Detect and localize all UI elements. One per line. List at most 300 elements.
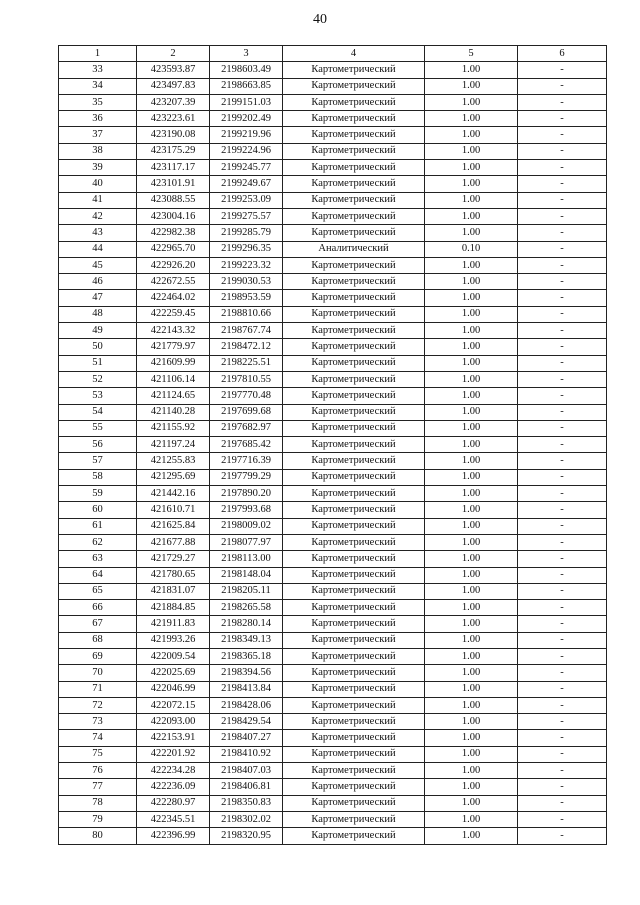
point-number-cell: 41 [59,192,137,208]
table-row [59,176,607,192]
table-row [59,257,607,273]
x-coordinate-cell: 422072.15 [137,697,210,713]
note-cell: - [518,828,607,844]
method-cell: Картометрический [283,453,425,469]
y-coordinate-cell: 2199030.53 [210,274,283,290]
y-coordinate-cell: 2199253.09 [210,192,283,208]
x-coordinate-cell: 422464.02 [137,290,210,306]
column-header: 3 [210,46,283,62]
note-cell: - [518,241,607,257]
table-row [59,78,607,94]
point-number-cell: 43 [59,225,137,241]
table-row [59,583,607,599]
x-coordinate-cell: 422143.32 [137,323,210,339]
y-coordinate-cell: 2198009.02 [210,518,283,534]
method-cell: Картометрический [283,567,425,583]
y-coordinate-cell: 2199245.77 [210,160,283,176]
point-number-cell: 50 [59,339,137,355]
accuracy-cell: 1.00 [425,388,518,404]
x-coordinate-cell: 421197.24 [137,437,210,453]
point-number-cell: 79 [59,811,137,827]
point-number-cell: 54 [59,404,137,420]
method-cell: Картометрический [283,828,425,844]
method-cell: Картометрический [283,811,425,827]
accuracy-cell: 1.00 [425,763,518,779]
note-cell: - [518,811,607,827]
accuracy-cell: 1.00 [425,567,518,583]
table-row [59,534,607,550]
table-row [59,811,607,827]
column-header: 4 [283,46,425,62]
method-cell: Картометрический [283,176,425,192]
accuracy-cell: 1.00 [425,404,518,420]
x-coordinate-cell: 421442.16 [137,486,210,502]
table-row [59,600,607,616]
note-cell: - [518,453,607,469]
point-number-cell: 69 [59,648,137,664]
point-number-cell: 45 [59,257,137,273]
accuracy-cell: 1.00 [425,94,518,110]
point-number-cell: 48 [59,306,137,322]
x-coordinate-cell: 421610.71 [137,502,210,518]
note-cell: - [518,290,607,306]
accuracy-cell: 1.00 [425,779,518,795]
y-coordinate-cell: 2198603.49 [210,62,283,78]
table-row [59,323,607,339]
x-coordinate-cell: 422234.28 [137,763,210,779]
x-coordinate-cell: 423223.61 [137,111,210,127]
table-row [59,697,607,713]
method-cell: Картометрический [283,795,425,811]
table-row [59,371,607,387]
note-cell: - [518,192,607,208]
table-row [59,62,607,78]
method-cell: Картометрический [283,469,425,485]
table-row [59,225,607,241]
note-cell: - [518,388,607,404]
accuracy-cell: 1.00 [425,208,518,224]
point-number-cell: 62 [59,534,137,550]
method-cell: Картометрический [283,600,425,616]
table-row [59,502,607,518]
note-cell: - [518,534,607,550]
method-cell: Картометрический [283,763,425,779]
y-coordinate-cell: 2198406.81 [210,779,283,795]
table-row [59,192,607,208]
table-row [59,274,607,290]
note-cell: - [518,176,607,192]
y-coordinate-cell: 2199249.67 [210,176,283,192]
x-coordinate-cell: 423593.87 [137,62,210,78]
y-coordinate-cell: 2197682.97 [210,420,283,436]
y-coordinate-cell: 2197810.55 [210,371,283,387]
method-cell: Картометрический [283,339,425,355]
x-coordinate-cell: 421780.65 [137,567,210,583]
y-coordinate-cell: 2197993.68 [210,502,283,518]
table-row [59,94,607,110]
x-coordinate-cell: 422965.70 [137,241,210,257]
x-coordinate-cell: 421609.99 [137,355,210,371]
note-cell: - [518,632,607,648]
y-coordinate-cell: 2198225.51 [210,355,283,371]
note-cell: - [518,502,607,518]
method-cell: Картометрический [283,388,425,404]
accuracy-cell: 0.10 [425,241,518,257]
column-header: 2 [137,46,210,62]
table-row [59,404,607,420]
accuracy-cell: 1.00 [425,665,518,681]
method-cell: Аналитический [283,241,425,257]
table-row [59,567,607,583]
table-row [59,208,607,224]
x-coordinate-cell: 423190.08 [137,127,210,143]
accuracy-cell: 1.00 [425,192,518,208]
table-row [59,551,607,567]
note-cell: - [518,714,607,730]
x-coordinate-cell: 422672.55 [137,274,210,290]
y-coordinate-cell: 2198407.03 [210,763,283,779]
x-coordinate-cell: 422982.38 [137,225,210,241]
table-row [59,518,607,534]
accuracy-cell: 1.00 [425,469,518,485]
table-row [59,111,607,127]
point-number-cell: 49 [59,323,137,339]
point-number-cell: 42 [59,208,137,224]
point-number-cell: 60 [59,502,137,518]
point-number-cell: 59 [59,486,137,502]
y-coordinate-cell: 2198428.06 [210,697,283,713]
x-coordinate-cell: 421255.83 [137,453,210,469]
method-cell: Картометрический [283,371,425,387]
x-coordinate-cell: 421155.92 [137,420,210,436]
table-row [59,355,607,371]
point-number-cell: 51 [59,355,137,371]
table-row [59,160,607,176]
x-coordinate-cell: 423207.39 [137,94,210,110]
y-coordinate-cell: 2198953.59 [210,290,283,306]
y-coordinate-cell: 2199285.79 [210,225,283,241]
y-coordinate-cell: 2197685.42 [210,437,283,453]
accuracy-cell: 1.00 [425,127,518,143]
note-cell: - [518,648,607,664]
accuracy-cell: 1.00 [425,160,518,176]
table-row [59,306,607,322]
y-coordinate-cell: 2198320.95 [210,828,283,844]
x-coordinate-cell: 421831.07 [137,583,210,599]
method-cell: Картометрический [283,274,425,290]
y-coordinate-cell: 2198407.27 [210,730,283,746]
x-coordinate-cell: 421140.28 [137,404,210,420]
note-cell: - [518,62,607,78]
method-cell: Картометрический [283,648,425,664]
point-number-cell: 65 [59,583,137,599]
table-row [59,469,607,485]
accuracy-cell: 1.00 [425,828,518,844]
y-coordinate-cell: 2199223.32 [210,257,283,273]
point-number-cell: 80 [59,828,137,844]
y-coordinate-cell: 2198205.11 [210,583,283,599]
table-row [59,290,607,306]
accuracy-cell: 1.00 [425,811,518,827]
point-number-cell: 53 [59,388,137,404]
x-coordinate-cell: 422201.92 [137,746,210,762]
note-cell: - [518,551,607,567]
table-row [59,746,607,762]
point-number-cell: 74 [59,730,137,746]
note-cell: - [518,600,607,616]
x-coordinate-cell: 421884.85 [137,600,210,616]
x-coordinate-cell: 423497.83 [137,78,210,94]
accuracy-cell: 1.00 [425,306,518,322]
table-row [59,486,607,502]
x-coordinate-cell: 421993.26 [137,632,210,648]
point-number-cell: 34 [59,78,137,94]
method-cell: Картометрический [283,746,425,762]
table-row [59,681,607,697]
note-cell: - [518,355,607,371]
note-cell: - [518,665,607,681]
point-number-cell: 78 [59,795,137,811]
table-row [59,828,607,844]
accuracy-cell: 1.00 [425,371,518,387]
table-row [59,730,607,746]
y-coordinate-cell: 2198302.02 [210,811,283,827]
method-cell: Картометрический [283,192,425,208]
method-cell: Картометрический [283,94,425,110]
x-coordinate-cell: 423101.91 [137,176,210,192]
y-coordinate-cell: 2198265.58 [210,600,283,616]
y-coordinate-cell: 2198767.74 [210,323,283,339]
note-cell: - [518,583,607,599]
note-cell: - [518,306,607,322]
point-number-cell: 35 [59,94,137,110]
table-row [59,420,607,436]
x-coordinate-cell: 421911.83 [137,616,210,632]
accuracy-cell: 1.00 [425,518,518,534]
method-cell: Картометрический [283,78,425,94]
method-cell: Картометрический [283,225,425,241]
method-cell: Картометрический [283,420,425,436]
table-row [59,632,607,648]
y-coordinate-cell: 2198350.83 [210,795,283,811]
x-coordinate-cell: 422345.51 [137,811,210,827]
note-cell: - [518,567,607,583]
accuracy-cell: 1.00 [425,551,518,567]
note-cell: - [518,339,607,355]
y-coordinate-cell: 2197770.48 [210,388,283,404]
accuracy-cell: 1.00 [425,143,518,159]
accuracy-cell: 1.00 [425,62,518,78]
x-coordinate-cell: 423175.29 [137,143,210,159]
method-cell: Картометрический [283,62,425,78]
note-cell: - [518,420,607,436]
note-cell: - [518,763,607,779]
method-cell: Картометрический [283,616,425,632]
table-row [59,241,607,257]
y-coordinate-cell: 2198394.56 [210,665,283,681]
table-row [59,127,607,143]
note-cell: - [518,795,607,811]
note-cell: - [518,437,607,453]
x-coordinate-cell: 421295.69 [137,469,210,485]
x-coordinate-cell: 422093.00 [137,714,210,730]
y-coordinate-cell: 2198113.00 [210,551,283,567]
y-coordinate-cell: 2198413.84 [210,681,283,697]
point-number-cell: 55 [59,420,137,436]
accuracy-cell: 1.00 [425,600,518,616]
note-cell: - [518,469,607,485]
accuracy-cell: 1.00 [425,746,518,762]
x-coordinate-cell: 423088.55 [137,192,210,208]
method-cell: Картометрический [283,306,425,322]
coordinates-table [58,45,607,845]
accuracy-cell: 1.00 [425,730,518,746]
note-cell: - [518,111,607,127]
note-cell: - [518,371,607,387]
accuracy-cell: 1.00 [425,697,518,713]
method-cell: Картометрический [283,583,425,599]
y-coordinate-cell: 2198148.04 [210,567,283,583]
method-cell: Картометрический [283,632,425,648]
accuracy-cell: 1.00 [425,453,518,469]
y-coordinate-cell: 2198810.66 [210,306,283,322]
note-cell: - [518,697,607,713]
method-cell: Картометрический [283,534,425,550]
point-number-cell: 73 [59,714,137,730]
y-coordinate-cell: 2197799.29 [210,469,283,485]
accuracy-cell: 1.00 [425,583,518,599]
table-row [59,714,607,730]
accuracy-cell: 1.00 [425,486,518,502]
note-cell: - [518,78,607,94]
point-number-cell: 40 [59,176,137,192]
accuracy-cell: 1.00 [425,648,518,664]
method-cell: Картометрический [283,355,425,371]
accuracy-cell: 1.00 [425,616,518,632]
point-number-cell: 67 [59,616,137,632]
accuracy-cell: 1.00 [425,420,518,436]
note-cell: - [518,143,607,159]
method-cell: Картометрический [283,257,425,273]
x-coordinate-cell: 422396.99 [137,828,210,844]
accuracy-cell: 1.00 [425,502,518,518]
note-cell: - [518,404,607,420]
point-number-cell: 72 [59,697,137,713]
y-coordinate-cell: 2197716.39 [210,453,283,469]
method-cell: Картометрический [283,697,425,713]
note-cell: - [518,127,607,143]
table-row [59,339,607,355]
y-coordinate-cell: 2198663.85 [210,78,283,94]
y-coordinate-cell: 2199224.96 [210,143,283,159]
note-cell: - [518,323,607,339]
x-coordinate-cell: 422280.97 [137,795,210,811]
x-coordinate-cell: 421779.97 [137,339,210,355]
accuracy-cell: 1.00 [425,632,518,648]
method-cell: Картометрический [283,290,425,306]
x-coordinate-cell: 421124.65 [137,388,210,404]
accuracy-cell: 1.00 [425,274,518,290]
table-row [59,763,607,779]
table-row [59,779,607,795]
point-number-cell: 36 [59,111,137,127]
y-coordinate-cell: 2197890.20 [210,486,283,502]
x-coordinate-cell: 421677.88 [137,534,210,550]
note-cell: - [518,616,607,632]
x-coordinate-cell: 422236.09 [137,779,210,795]
point-number-cell: 37 [59,127,137,143]
method-cell: Картометрический [283,323,425,339]
y-coordinate-cell: 2199151.03 [210,94,283,110]
point-number-cell: 70 [59,665,137,681]
table-row [59,648,607,664]
point-number-cell: 56 [59,437,137,453]
y-coordinate-cell: 2198410.92 [210,746,283,762]
x-coordinate-cell: 422046.99 [137,681,210,697]
y-coordinate-cell: 2199219.96 [210,127,283,143]
method-cell: Картометрический [283,518,425,534]
method-cell: Картометрический [283,502,425,518]
accuracy-cell: 1.00 [425,78,518,94]
point-number-cell: 63 [59,551,137,567]
method-cell: Картометрический [283,730,425,746]
page-number: 40 [313,12,327,27]
point-number-cell: 68 [59,632,137,648]
y-coordinate-cell: 2198472.12 [210,339,283,355]
table-row [59,453,607,469]
method-cell: Картометрический [283,437,425,453]
x-coordinate-cell: 423117.17 [137,160,210,176]
x-coordinate-cell: 421106.14 [137,371,210,387]
x-coordinate-cell: 422926.20 [137,257,210,273]
point-number-cell: 77 [59,779,137,795]
point-number-cell: 64 [59,567,137,583]
accuracy-cell: 1.00 [425,339,518,355]
accuracy-cell: 1.00 [425,111,518,127]
x-coordinate-cell: 423004.16 [137,208,210,224]
accuracy-cell: 1.00 [425,681,518,697]
method-cell: Картометрический [283,714,425,730]
x-coordinate-cell: 422153.91 [137,730,210,746]
method-cell: Картометрический [283,551,425,567]
column-header: 6 [518,46,607,62]
note-cell: - [518,518,607,534]
method-cell: Картометрический [283,665,425,681]
point-number-cell: 44 [59,241,137,257]
method-cell: Картометрический [283,404,425,420]
note-cell: - [518,486,607,502]
accuracy-cell: 1.00 [425,714,518,730]
accuracy-cell: 1.00 [425,355,518,371]
method-cell: Картометрический [283,486,425,502]
point-number-cell: 75 [59,746,137,762]
method-cell: Картометрический [283,111,425,127]
table-header-row [59,46,607,62]
point-number-cell: 66 [59,600,137,616]
accuracy-cell: 1.00 [425,290,518,306]
accuracy-cell: 1.00 [425,176,518,192]
method-cell: Картометрический [283,160,425,176]
x-coordinate-cell: 422009.54 [137,648,210,664]
note-cell: - [518,94,607,110]
accuracy-cell: 1.00 [425,257,518,273]
column-header: 1 [59,46,137,62]
note-cell: - [518,746,607,762]
accuracy-cell: 1.00 [425,534,518,550]
x-coordinate-cell: 421729.27 [137,551,210,567]
note-cell: - [518,208,607,224]
method-cell: Картометрический [283,681,425,697]
